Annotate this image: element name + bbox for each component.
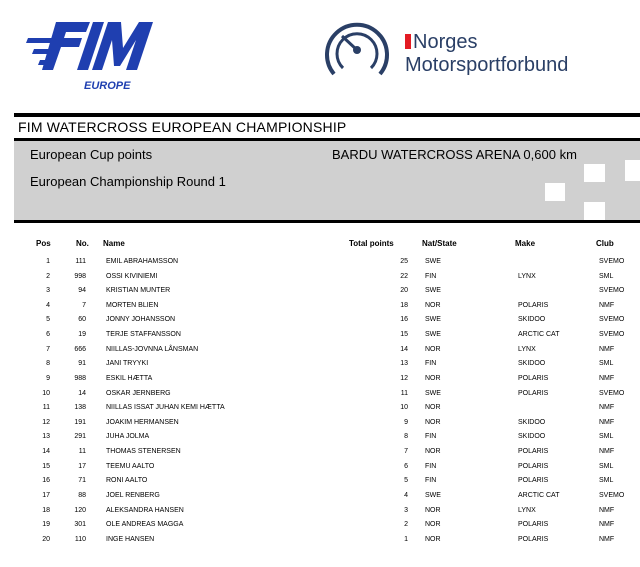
cell-pos: 10 xyxy=(42,389,50,397)
cell-nat: SWE xyxy=(425,491,441,499)
table-row xyxy=(0,273,640,287)
cell-pos: 17 xyxy=(42,491,50,499)
cell-club: NMF xyxy=(599,448,615,456)
cell-name: NIILLAS-JOVNNA LÅNSMAN xyxy=(106,345,199,353)
cell-name: JOEL RENBERG xyxy=(106,491,160,499)
cell-nat: NOR xyxy=(425,506,441,514)
cell-points: 14 xyxy=(400,345,408,353)
cell-name: ALEKSANDRA HANSEN xyxy=(106,506,184,514)
table-row xyxy=(0,507,640,521)
cell-no: 111 xyxy=(75,258,86,265)
cell-club: SML xyxy=(599,462,614,470)
cell-no: 88 xyxy=(78,491,86,499)
table-row xyxy=(0,331,640,345)
cell-nat: FIN xyxy=(425,477,437,485)
cell-nat: NOR xyxy=(425,535,441,543)
table-row xyxy=(0,302,640,316)
nmf-emblem-icon xyxy=(322,14,392,84)
title-rule-top xyxy=(14,113,640,117)
page-title: FIM WATERCROSS EUROPEAN CHAMPIONSHIP xyxy=(18,119,347,135)
cell-nat: NOR xyxy=(425,404,441,412)
cell-points: 11 xyxy=(400,389,408,397)
cell-pos: 8 xyxy=(46,360,50,368)
cell-club: NMF xyxy=(599,418,615,426)
cell-pos: 6 xyxy=(46,331,50,339)
cell-club: NMF xyxy=(599,521,615,529)
cell-name: OLE ANDREAS MAGGA xyxy=(106,521,184,529)
cell-nat: NOR xyxy=(425,345,441,353)
cell-no: 91 xyxy=(78,360,86,368)
table-row xyxy=(0,390,640,404)
cell-pos: 15 xyxy=(42,462,50,470)
cell-club: SVEMO xyxy=(599,331,625,339)
cell-nat: SWE xyxy=(425,287,441,295)
cell-points: 12 xyxy=(400,374,408,382)
cell-make: POLARIS xyxy=(518,535,549,543)
cell-pos: 12 xyxy=(42,418,50,426)
cell-name: JUHA JOLMA xyxy=(106,433,150,441)
table-row xyxy=(0,346,640,360)
cell-club: SVEMO xyxy=(599,491,625,499)
cell-no: 14 xyxy=(78,389,86,397)
cell-points: 15 xyxy=(400,331,408,339)
cell-club: SML xyxy=(599,433,614,441)
col-header-make: Make xyxy=(515,239,536,248)
cell-pos: 9 xyxy=(46,374,50,382)
cell-points: 8 xyxy=(404,433,408,441)
cell-name: ESKIL HÆTTA xyxy=(106,374,153,382)
cell-no: 17 xyxy=(78,462,86,470)
table-row xyxy=(0,492,640,506)
band-rule-bottom xyxy=(14,220,640,223)
cell-points: 22 xyxy=(400,272,408,280)
cell-no: 7 xyxy=(82,301,86,309)
cell-nat: FIN xyxy=(425,360,437,368)
cell-club: SML xyxy=(599,272,614,280)
cell-no: 11 xyxy=(78,448,86,456)
col-header-points: Total points xyxy=(349,239,394,248)
cell-make: LYNX xyxy=(518,272,536,280)
cell-nat: SWE xyxy=(425,331,441,339)
cell-points: 25 xyxy=(400,258,408,265)
cell-nat: FIN xyxy=(425,433,437,441)
cell-make: LYNX xyxy=(518,506,536,514)
cell-pos: 18 xyxy=(42,506,50,514)
cell-name: INGE HANSEN xyxy=(106,535,155,543)
cell-name: EMIL ABRAHAMSSON xyxy=(106,258,179,265)
table-row xyxy=(0,521,640,535)
cell-pos: 1 xyxy=(46,258,50,265)
cell-make: SKIDOO xyxy=(518,433,546,441)
cell-nat: SWE xyxy=(425,389,441,397)
nmf-flag-mark xyxy=(405,34,411,49)
cell-make: SKIDOO xyxy=(518,316,546,324)
cell-club: NMF xyxy=(599,404,615,412)
venue-label: BARDU WATERCROSS ARENA 0,600 km xyxy=(332,147,577,162)
cell-no: 988 xyxy=(74,374,86,382)
cell-name: NIILLAS ISSAT JUHAN KEMI HÆTTA xyxy=(106,404,225,412)
cell-points: 5 xyxy=(404,477,408,485)
cell-pos: 19 xyxy=(42,521,50,529)
checker-square xyxy=(625,160,640,181)
table-row xyxy=(0,316,640,330)
cell-name: OSSI KIVINIEMI xyxy=(106,272,158,280)
cell-club: SML xyxy=(599,360,614,368)
checker-square xyxy=(584,202,605,220)
cell-club: SVEMO xyxy=(599,258,625,265)
cell-club: NMF xyxy=(599,301,615,309)
cell-name: KRISTIAN MUNTER xyxy=(106,287,171,295)
table-row xyxy=(0,419,640,433)
cell-pos: 16 xyxy=(42,477,50,485)
cell-points: 6 xyxy=(404,462,408,470)
cell-pos: 2 xyxy=(46,272,50,280)
cell-pos: 13 xyxy=(42,433,50,441)
table-row xyxy=(0,404,640,418)
cell-club: SVEMO xyxy=(599,389,625,397)
cell-club: SVEMO xyxy=(599,316,625,324)
cell-no: 998 xyxy=(74,272,86,280)
table-row xyxy=(0,375,640,389)
cell-club: NMF xyxy=(599,506,615,514)
cell-nat: NOR xyxy=(425,374,441,382)
cell-points: 4 xyxy=(404,491,408,499)
table-row xyxy=(0,536,640,550)
cell-pos: 4 xyxy=(46,301,50,309)
cell-nat: NOR xyxy=(425,301,441,309)
cell-make: POLARIS xyxy=(518,374,549,382)
checker-square xyxy=(545,183,565,201)
table-row xyxy=(0,287,640,301)
cell-no: 138 xyxy=(74,404,86,412)
cell-points: 7 xyxy=(404,448,408,456)
cell-club: NMF xyxy=(599,345,615,353)
cell-make: POLARIS xyxy=(518,389,549,397)
cell-no: 301 xyxy=(74,521,86,529)
cell-make: POLARIS xyxy=(518,462,549,470)
cell-points: 13 xyxy=(400,360,408,368)
cell-no: 291 xyxy=(74,433,86,441)
cell-points: 10 xyxy=(400,404,408,412)
cell-club: SVEMO xyxy=(599,287,625,295)
cell-make: LYNX xyxy=(518,345,536,353)
cell-name: JANI TRYYKI xyxy=(106,360,149,368)
cell-make: POLARIS xyxy=(518,301,549,309)
cell-name: RONI AALTO xyxy=(106,477,148,485)
cell-pos: 11 xyxy=(42,404,50,412)
table-row xyxy=(0,463,640,477)
table-row xyxy=(0,433,640,447)
fim-logo-sub: EUROPE xyxy=(84,80,131,92)
cell-points: 18 xyxy=(400,301,408,309)
cell-pos: 5 xyxy=(46,316,50,324)
col-header-pos: Pos xyxy=(36,239,51,248)
cell-no: 120 xyxy=(74,506,86,514)
cell-make: POLARIS xyxy=(518,448,549,456)
cell-club: SML xyxy=(599,477,614,485)
cell-name: THOMAS STENERSEN xyxy=(106,448,181,456)
cell-no: 71 xyxy=(78,477,86,485)
cell-no: 60 xyxy=(78,316,86,324)
table-row xyxy=(0,360,640,374)
cell-name: JOAKIM HERMANSEN xyxy=(106,418,179,426)
cell-make: ARCTIC CAT xyxy=(518,491,560,499)
cell-pos: 14 xyxy=(42,448,50,456)
cell-club: NMF xyxy=(599,374,615,382)
cell-name: TEEMU AALTO xyxy=(106,462,155,470)
col-header-nat: Nat/State xyxy=(422,239,457,248)
cell-points: 3 xyxy=(404,506,408,514)
cell-make: SKIDOO xyxy=(518,360,546,368)
round-label: European Championship Round 1 xyxy=(30,174,226,189)
cell-no: 191 xyxy=(74,418,86,426)
cell-no: 19 xyxy=(78,331,86,339)
cell-no: 110 xyxy=(74,535,86,543)
cell-nat: NOR xyxy=(425,521,441,529)
cell-nat: FIN xyxy=(425,462,437,470)
cell-points: 9 xyxy=(404,418,408,426)
cell-name: JONNY JOHANSSON xyxy=(106,316,176,324)
cell-nat: SWE xyxy=(425,316,441,324)
cell-club: NMF xyxy=(599,535,615,543)
cell-nat: NOR xyxy=(425,418,441,426)
cell-make: POLARIS xyxy=(518,521,549,529)
cell-pos: 7 xyxy=(46,345,50,353)
col-header-club: Club xyxy=(596,239,614,248)
cell-pos: 3 xyxy=(46,287,50,295)
table-row xyxy=(0,448,640,462)
cell-make: POLARIS xyxy=(518,477,549,485)
cell-name: OSKAR JERNBERG xyxy=(106,389,171,397)
cell-no: 666 xyxy=(74,345,86,353)
cell-nat: SWE xyxy=(425,258,441,265)
table-row xyxy=(0,258,640,272)
cell-nat: NOR xyxy=(425,448,441,456)
cell-make: SKIDOO xyxy=(518,418,546,426)
cell-points: 2 xyxy=(404,521,408,529)
col-header-no: No. xyxy=(76,239,89,248)
cell-pos: 20 xyxy=(42,535,50,543)
cell-points: 20 xyxy=(400,287,408,295)
cell-name: MORTEN BLIEN xyxy=(106,301,159,309)
cell-nat: FIN xyxy=(425,272,437,280)
fim-europe-logo xyxy=(26,18,156,94)
cup-label: European Cup points xyxy=(30,147,153,162)
col-header-name: Name xyxy=(103,239,125,248)
cell-make: ARCTIC CAT xyxy=(518,331,560,339)
cell-points: 1 xyxy=(404,535,408,543)
cell-no: 94 xyxy=(78,287,86,295)
cell-name: TERJE STAFFANSSON xyxy=(106,331,181,339)
nmf-logo-line1: Norges xyxy=(405,30,477,54)
checker-square xyxy=(584,164,605,182)
table-row xyxy=(0,477,640,491)
cell-points: 16 xyxy=(400,316,408,324)
nmf-logo-line2: Motorsportforbund xyxy=(405,54,569,76)
